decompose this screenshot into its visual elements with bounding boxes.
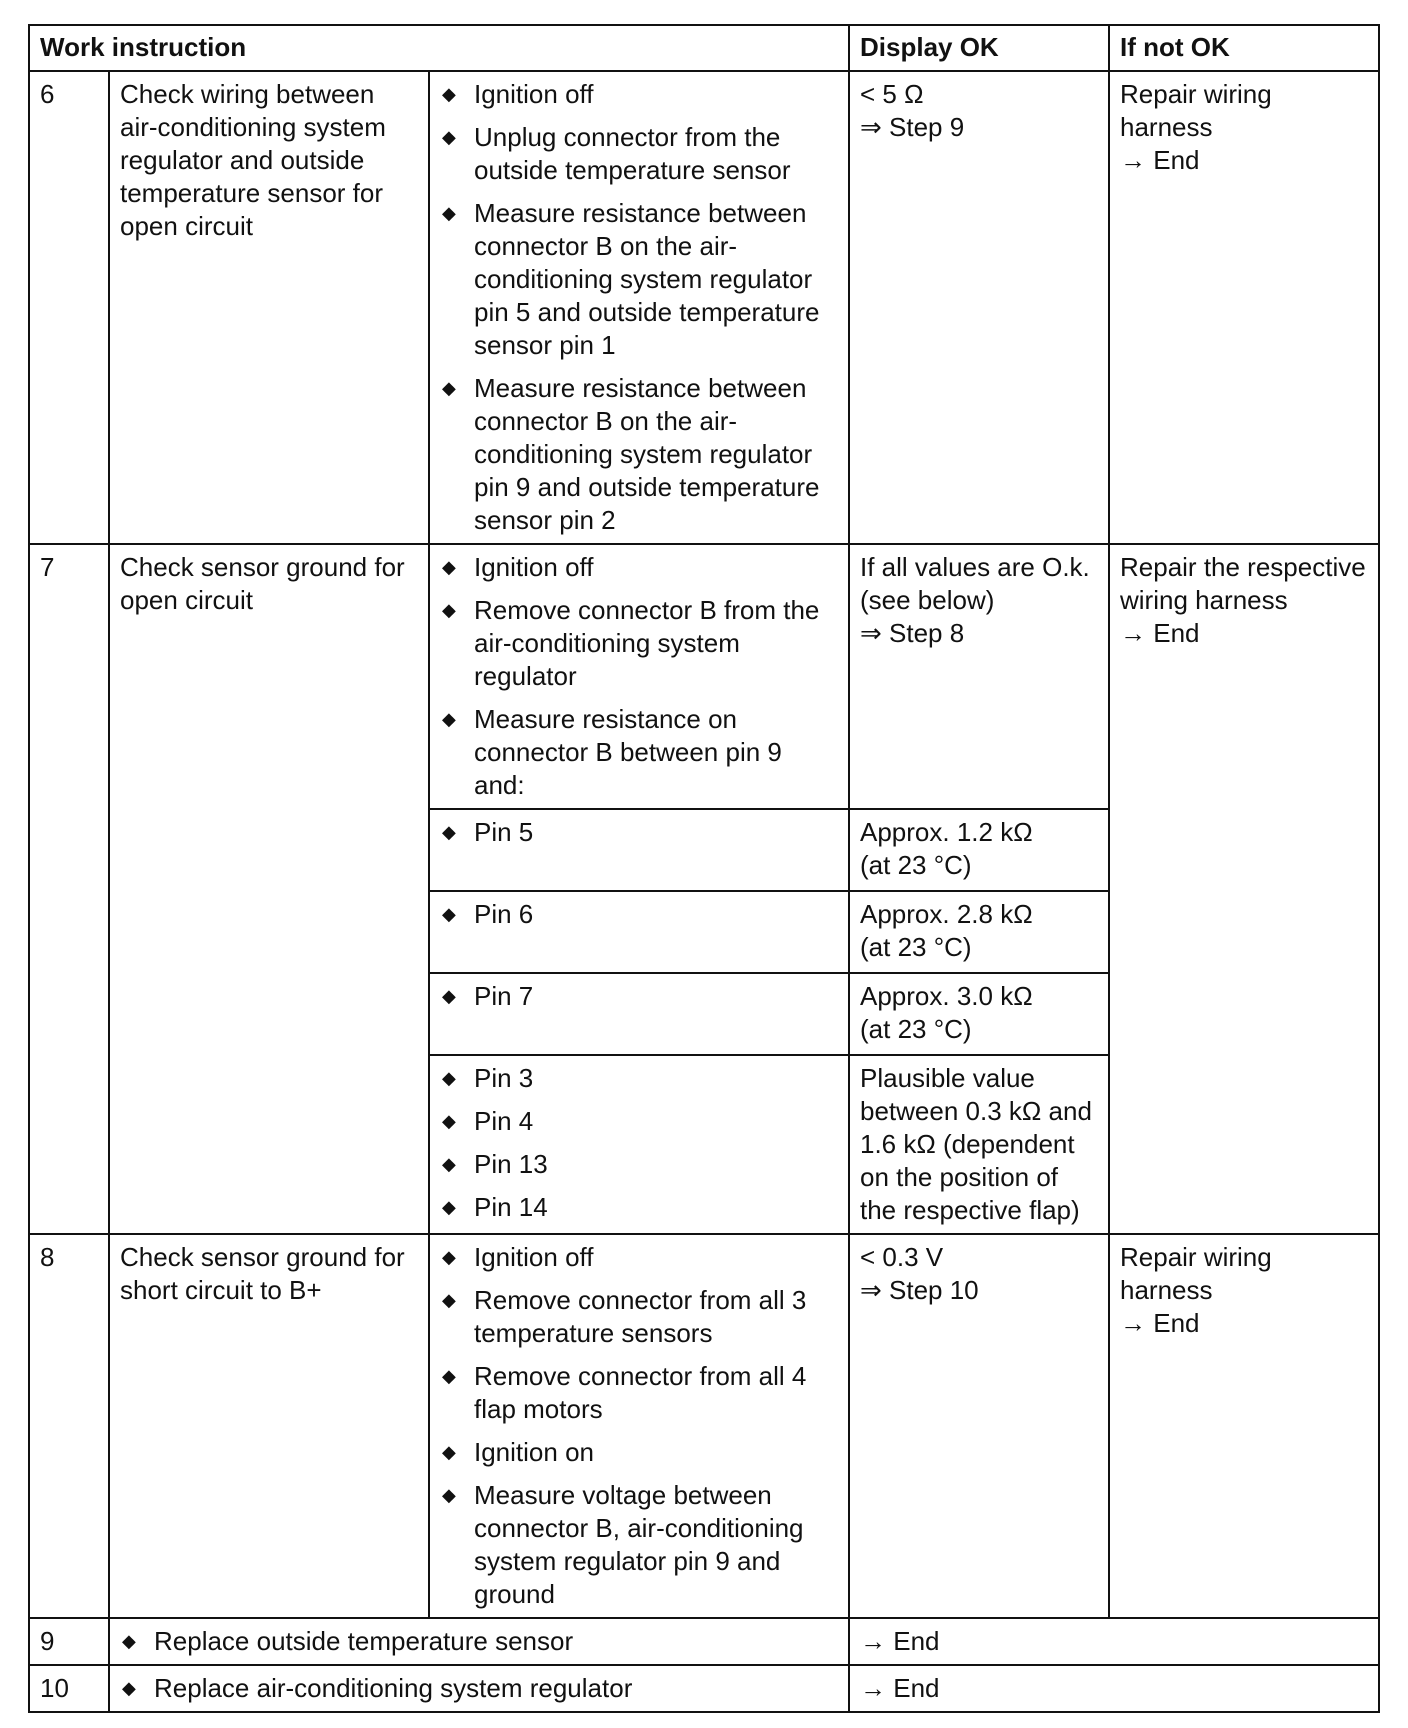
list-item: ◆ Replace outside temperature sensor [122, 1626, 574, 1656]
list-item: ◆ Pin 5 [442, 817, 534, 847]
list-item: ◆ Measure resistance on connector B between pin 9 and: [442, 704, 782, 800]
table-row-step-7 [29, 544, 1379, 809]
list-item: ◆ Measure resistance between connector B on the air-conditioning system regulator pin 9 and outside temperature sensor pin 2 [442, 373, 820, 535]
list-item: ◆ Pin 3 [442, 1063, 534, 1093]
step-number: 10 [29, 1665, 109, 1712]
diamond-bullet-icon: ◆ [442, 378, 456, 398]
diamond-bullet-icon: ◆ [122, 1678, 136, 1698]
display-ok-next-step: ⇒ Step 10 [860, 1275, 979, 1305]
display-ok-value: < 0.3 V [860, 1242, 944, 1272]
pin-cell [429, 891, 849, 973]
diamond-bullet-icon: ◆ [442, 986, 456, 1006]
diamond-bullet-icon: ◆ [442, 1197, 456, 1217]
pin-cell [429, 973, 849, 1055]
diamond-bullet-icon: ◆ [442, 1366, 456, 1386]
list-item: ◆ Pin 6 [442, 899, 534, 929]
list-item: ◆ Replace air-conditioning system regulator [122, 1673, 633, 1703]
step-number: 7 [29, 544, 109, 1234]
display-ok-next-step: ⇒ Step 8 [860, 618, 965, 648]
diamond-bullet-icon: ◆ [442, 1247, 456, 1267]
expected-value-cell: Approx. 3.0 kΩ (at 23 °C) [849, 973, 1109, 1055]
list-item: ◆ Ignition off [442, 79, 594, 109]
diamond-bullet-icon: ◆ [442, 600, 456, 620]
display-ok-cell [849, 544, 1109, 809]
list-item: ◆ Unplug connector from the outside temperature sensor [442, 122, 791, 185]
action-list [440, 78, 838, 537]
list-item: ◆ Measure voltage between connector B, air-conditioning system regulator pin 9 and ground [442, 1480, 804, 1609]
diamond-bullet-icon: ◆ [442, 127, 456, 147]
action-list-cell [429, 71, 849, 544]
display-ok-cell [849, 1234, 1109, 1618]
pin-cell [429, 809, 849, 891]
if-not-ok-cell [1109, 1234, 1379, 1618]
diamond-bullet-icon: ◆ [442, 1485, 456, 1505]
diamond-bullet-icon: ◆ [442, 84, 456, 104]
display-ok-value: < 5 Ω [860, 79, 924, 109]
diamond-bullet-icon: ◆ [442, 557, 456, 577]
diamond-bullet-icon: ◆ [442, 1442, 456, 1462]
diamond-bullet-icon: ◆ [122, 1631, 136, 1651]
expected-value-cell: Plausible value between 0.3 kΩ and 1.6 kΩ (dependent on the position of the respective flap) [849, 1055, 1109, 1234]
diamond-bullet-icon: ◆ [442, 822, 456, 842]
if-not-ok-end: → End [1120, 1308, 1200, 1338]
diamond-bullet-icon: ◆ [442, 1290, 456, 1310]
if-not-ok-end: → End [1120, 145, 1200, 175]
check-description: Check sensor ground for short circuit to B+ [109, 1234, 429, 1618]
list-item: ◆ Ignition on [442, 1437, 594, 1467]
diamond-bullet-icon: ◆ [442, 1154, 456, 1174]
if-not-ok-action: Repair the respective wiring harness [1120, 552, 1366, 615]
if-not-ok-cell [1109, 71, 1379, 544]
action-list-cell [429, 544, 849, 809]
diamond-bullet-icon: ◆ [442, 203, 456, 223]
check-description: Check wiring between air-conditioning system regulator and outside temperature sensor for open circuit [109, 71, 429, 544]
action-cell [109, 1618, 849, 1665]
check-description: Check sensor ground for open circuit [109, 544, 429, 1234]
display-ok-next-step: ⇒ Step 9 [860, 112, 965, 142]
list-item: ◆ Pin 7 [442, 981, 534, 1011]
action-cell [109, 1665, 849, 1712]
diamond-bullet-icon: ◆ [442, 904, 456, 924]
if-not-ok-end: → End [1120, 618, 1200, 648]
action-list [440, 551, 838, 802]
if-not-ok-action: Repair wiring harness [1120, 1242, 1272, 1305]
action-list-cell [429, 1234, 849, 1618]
list-item: ◆ Pin 13 [442, 1149, 548, 1179]
header-if-not-ok: If not OK [1109, 25, 1379, 71]
work-instruction-table [28, 24, 1380, 1713]
header-display-ok: Display OK [849, 25, 1109, 71]
list-item: ◆ Remove connector from all 4 flap motors [442, 1361, 807, 1424]
list-item: ◆ Measure resistance between connector B on the air-conditioning system regulator pin 5 and outside temperature sensor pin 1 [442, 198, 820, 360]
result-cell: → End [849, 1618, 1379, 1665]
display-ok-cell [849, 71, 1109, 544]
document-page [28, 24, 1380, 1713]
list-item: ◆ Ignition off [442, 1242, 594, 1272]
list-item: ◆ Pin 4 [442, 1106, 534, 1136]
list-item: ◆ Remove connector B from the air-conditioning system regulator [442, 595, 820, 691]
table-row-step-6 [29, 71, 1379, 544]
header-work-instruction: Work instruction [29, 25, 849, 71]
expected-value-cell: Approx. 2.8 kΩ (at 23 °C) [849, 891, 1109, 973]
pin-cell [429, 1055, 849, 1234]
step-number: 6 [29, 71, 109, 544]
if-not-ok-cell [1109, 544, 1379, 1234]
action-list [440, 1241, 838, 1611]
table-row-step-10 [29, 1665, 1379, 1712]
diamond-bullet-icon: ◆ [442, 1068, 456, 1088]
table-row-step-9 [29, 1618, 1379, 1665]
result-cell: → End [849, 1665, 1379, 1712]
table-header-row [29, 25, 1379, 71]
table-row-step-8 [29, 1234, 1379, 1618]
step-number: 8 [29, 1234, 109, 1618]
list-item: ◆ Remove connector from all 3 temperature sensors [442, 1285, 807, 1348]
list-item: ◆ Pin 14 [442, 1192, 548, 1222]
if-not-ok-action: Repair wiring harness [1120, 79, 1272, 142]
list-item: ◆ Ignition off [442, 552, 594, 582]
display-ok-value: If all values are O.k. (see below) [860, 552, 1090, 615]
expected-value-cell: Approx. 1.2 kΩ (at 23 °C) [849, 809, 1109, 891]
diamond-bullet-icon: ◆ [442, 1111, 456, 1131]
step-number: 9 [29, 1618, 109, 1665]
diamond-bullet-icon: ◆ [442, 709, 456, 729]
